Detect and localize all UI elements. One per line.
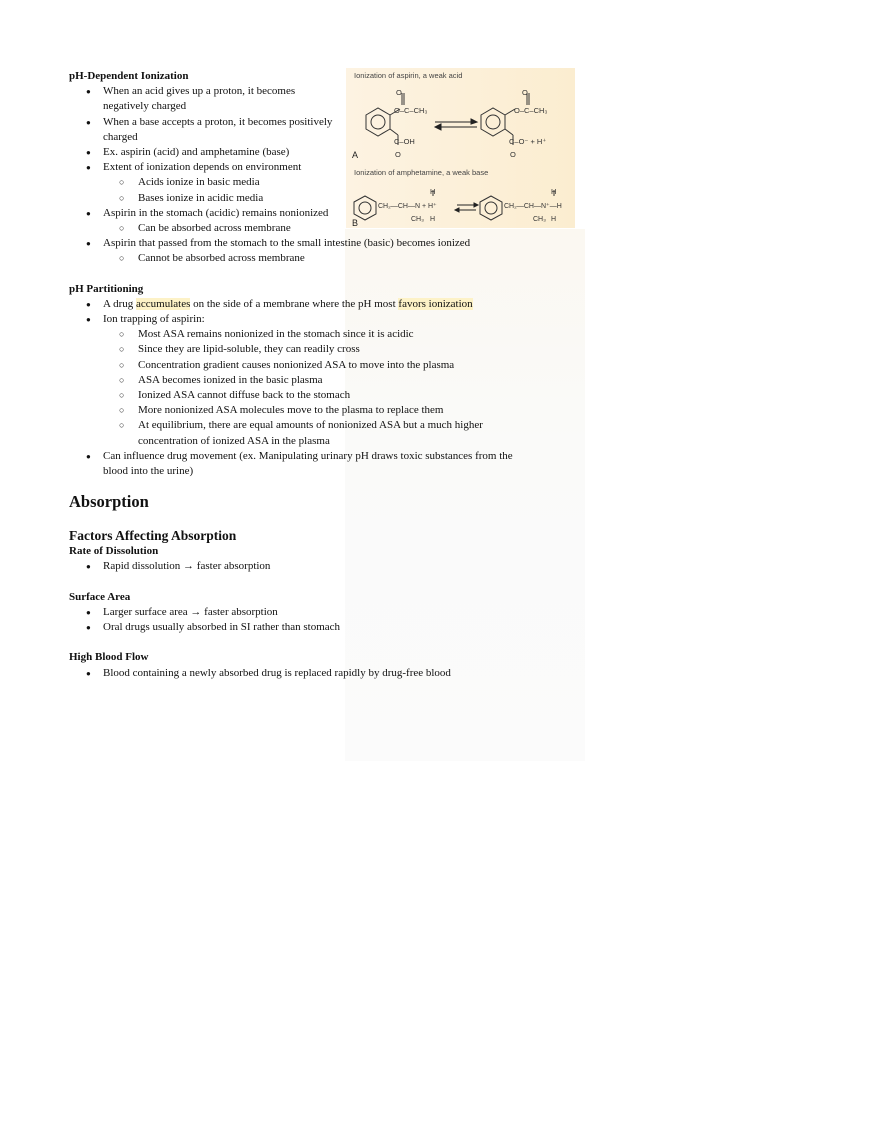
- aspirin-right-acetyl: O–C–CH₃: [514, 106, 548, 115]
- amph-right-h: H: [551, 187, 557, 196]
- figure-caption-b: Ionization of amphetamine, a weak base: [354, 168, 489, 177]
- sub-list-item: ○ ASA becomes ionized in the basic plasma: [69, 373, 589, 388]
- list-item-text: Aspirin that passed from the stomach to the small intestine (basic) becomes ionized: [103, 237, 471, 250]
- section-heading-ph-ionization: pH-Dependent Ionization: [69, 70, 189, 82]
- sub-list: [69, 175, 589, 205]
- figure-label-a: A: [352, 150, 359, 160]
- aspirin-right-carboxylate: C–O⁻ + H⁺: [509, 137, 547, 146]
- amph-right-h2: H: [551, 216, 557, 223]
- figure-caption-a: Ionization of aspirin, a weak acid: [354, 71, 463, 80]
- amph-left-h2: H: [430, 216, 436, 223]
- list-item-text: Extent of ionization depends on environment: [103, 161, 302, 174]
- high-blood-flow-heading: High Blood Flow: [69, 651, 149, 664]
- highlight-accumulates: accumulates: [136, 297, 191, 310]
- text-run: on the side of a membrane where the pH most: [190, 297, 399, 310]
- text-run: A drug: [103, 297, 136, 310]
- list-item: [69, 312, 589, 449]
- surface-list: [69, 605, 589, 635]
- aspirin-left-carboxyl: C–OH: [394, 137, 415, 146]
- flow-list: [69, 666, 589, 681]
- amph-right-chain: CH₂—CH—N⁺—H: [504, 203, 562, 210]
- amph-left-ch3: CH₃: [411, 216, 424, 223]
- list-item-text: Aspirin in the stomach (acidic) remains nonionized: [103, 206, 329, 219]
- list-item: [69, 160, 589, 206]
- absorption-heading: Absorption: [69, 492, 149, 512]
- ph-partitioning-list: [69, 297, 589, 479]
- aspirin-right-o: O: [522, 88, 528, 97]
- list-item: [69, 297, 589, 312]
- list-item: ● Blood containing a newly absorbed drug is replaced rapidly by drug-free blood: [69, 666, 589, 681]
- sub-list-item: ○ Since they are lipid-soluble, they can readily cross: [69, 342, 589, 357]
- amph-left-h: H: [430, 187, 436, 196]
- list-item: [69, 206, 589, 236]
- rate-of-dissolution-heading: Rate of Dissolution: [69, 545, 159, 558]
- sub-list-item: ○ Can be absorbed across membrane: [69, 221, 589, 236]
- aspirin-left-o: O: [396, 88, 402, 97]
- surface-area-heading: Surface Area: [69, 590, 131, 603]
- section-heading-ph-partitioning: pH Partitioning: [69, 282, 144, 295]
- sub-list: [69, 327, 589, 449]
- amph-right-ch3: CH₃: [533, 216, 546, 223]
- sub-list-item: ○ More nonionized ASA molecules move to the plasma to replace them: [69, 403, 589, 418]
- aspirin-left-o2: O: [395, 150, 401, 159]
- factors-heading: Factors Affecting Absorption: [69, 528, 237, 544]
- highlight-favors-ionization: favors ionization: [398, 297, 473, 310]
- figure-label-b: B: [352, 218, 359, 228]
- sub-list-item: ○ Bases ionize in acidic media: [69, 191, 589, 206]
- ph-ionization-list: [69, 84, 589, 266]
- list-item: ● Oral drugs usually absorbed in SI rather than stomach: [69, 620, 589, 635]
- sub-list: [69, 221, 589, 236]
- list-item: ● Rapid dissolution → faster absorption: [69, 559, 589, 574]
- sub-list: [69, 251, 589, 266]
- sub-list-item: ○ Cannot be absorbed across membrane: [69, 251, 589, 266]
- sub-list-item: ○ Ionized ASA cannot diffuse back to the stomach: [69, 388, 589, 403]
- sub-list-item: ○ Concentration gradient causes nonionized ASA to move into the plasma: [69, 358, 589, 373]
- amph-left-chain: CH₂—CH—N + H⁺: [378, 203, 437, 210]
- sub-list-item: ○ At equilibrium, there are equal amounts of nonionized ASA but a much higher concentration of ionized ASA in the plasma: [69, 418, 503, 448]
- list-item-text: Ion trapping of aspirin:: [103, 313, 205, 326]
- list-item: ● Larger surface area → faster absorption: [69, 605, 589, 620]
- document-body: [69, 69, 589, 681]
- sub-list-item: ○ Acids ionize in basic media: [69, 175, 589, 190]
- rate-list: [69, 559, 589, 574]
- list-item: ● Ex. aspirin (acid) and amphetamine (base): [69, 145, 589, 160]
- list-item: ● When a base accepts a proton, it becomes positively charged: [69, 115, 343, 145]
- list-item: [69, 236, 589, 266]
- aspirin-left-acetyl: O–C–CH₃: [394, 106, 428, 115]
- list-item: ● When an acid gives up a proton, it becomes negatively charged: [69, 84, 343, 114]
- list-item: ● Can influence drug movement (ex. Manipulating urinary pH draws toxic substances from the blood into the urine): [69, 449, 523, 479]
- aspirin-right-o2: O: [510, 150, 516, 159]
- sub-list-item: ○ Most ASA remains nonionized in the stomach since it is acidic: [69, 327, 589, 342]
